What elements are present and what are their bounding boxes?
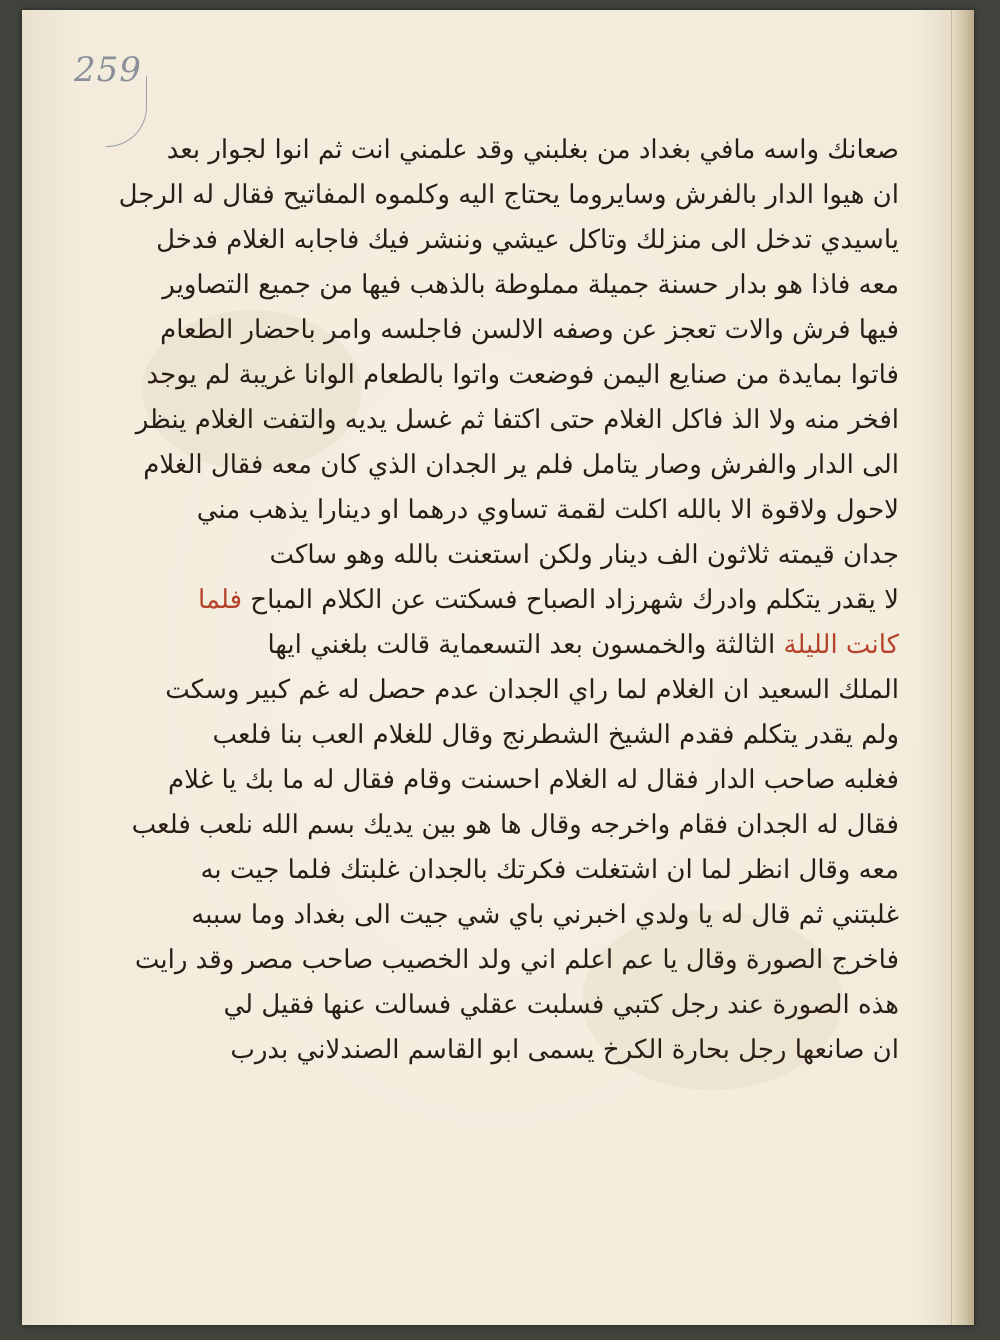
text-line: لا يقدر يتكلم وادرك شهرزاد الصباح فسكتت عن الكلام المباح فلما	[198, 585, 899, 615]
text-line: صعانك واسه مافي بغداد من بغلبني وقد علمني انت ثم انوا لجوار بعد	[166, 135, 899, 165]
page-edge	[951, 10, 974, 1325]
text-line: جدان قيمته ثلاثون الف دينار ولكن استعنت بالله وهو ساكت	[269, 540, 899, 570]
text-line: معه فاذا هو بدار حسنة جميلة مملوطة بالذهب فيها من جميع التصاوير	[162, 270, 899, 300]
folio-number: 259	[74, 50, 142, 90]
text-line: افخر منه ولا الذ فاكل الغلام حتى اكتفا ثم غسل يديه والتفت الغلام ينظر	[135, 405, 899, 435]
text-line: الى الدار والفرش وصار يتامل فلم ير الجدان الذي كان معه فقال الغلام	[143, 450, 899, 480]
text-line: ياسيدي تدخل الى منزلك وتاكل عيشي وننشر فيك فاجابه الغلام فدخل	[156, 225, 899, 255]
text-line: الملك السعيد ان الغلام لما راي الجدان عدم حصل له غم كبير وسكت	[165, 675, 899, 705]
text-line: ان هيوا الدار بالفرش وسايروما يحتاج اليه وكلموه المفاتيح فقال له الرجل	[118, 180, 899, 210]
text-line: فقال له الجدان فقام واخرجه وقال ها هو بين يديك بسم الله نلعب فلعب	[131, 810, 899, 840]
text-line: فيها فرش والات تعجز عن وصفه الالسن فاجلسه وامر باحضار الطعام	[160, 315, 899, 345]
manuscript-page	[22, 10, 974, 1325]
text-block	[118, 128, 899, 1073]
text-line: فغلبه صاحب الدار فقال له الغلام احسنت وقام فقال له ما بك يا غلام	[167, 765, 899, 795]
folio-pencil-mark	[106, 76, 147, 147]
rubric-text: كانت الليلة	[783, 630, 899, 660]
text-line: معه وقال انظر لما ان اشتغلت فكرتك بالجدان غلبتك فلما جيت به	[200, 855, 899, 885]
text-line: ولم يقدر يتكلم فقدم الشيخ الشطرنج وقال للغلام العب بنا فلعب	[212, 720, 899, 750]
text-line: ان صانعها رجل بحارة الكرخ يسمى ابو القاسم الصندلاني بدرب	[230, 1035, 899, 1065]
text-line: لاحول ولاقوة الا بالله اكلت لقمة تساوي درهما او دينارا يذهب مني	[196, 495, 899, 525]
text-line: فاتوا بمايدة من صنايع اليمن فوضعت واتوا بالطعام الوانا غريبة لم يوجد	[146, 360, 899, 390]
text-line: غلبتني ثم قال له يا ولدي اخبرني باي شي جيت الى بغداد وما سببه	[191, 900, 899, 930]
text-line: هذه الصورة عند رجل كتبي فسلبت عقلي فسالت عنها فقيل لي	[223, 990, 899, 1020]
text-line: كانت الليلة الثالثة والخمسون بعد التسعماية قالت بلغني ايها	[267, 630, 899, 660]
rubric-text: فلما	[198, 585, 243, 615]
text-line: فاخرج الصورة وقال يا عم اعلم اني ولد الخصيب صاحب مصر وقد رايت	[134, 945, 899, 975]
